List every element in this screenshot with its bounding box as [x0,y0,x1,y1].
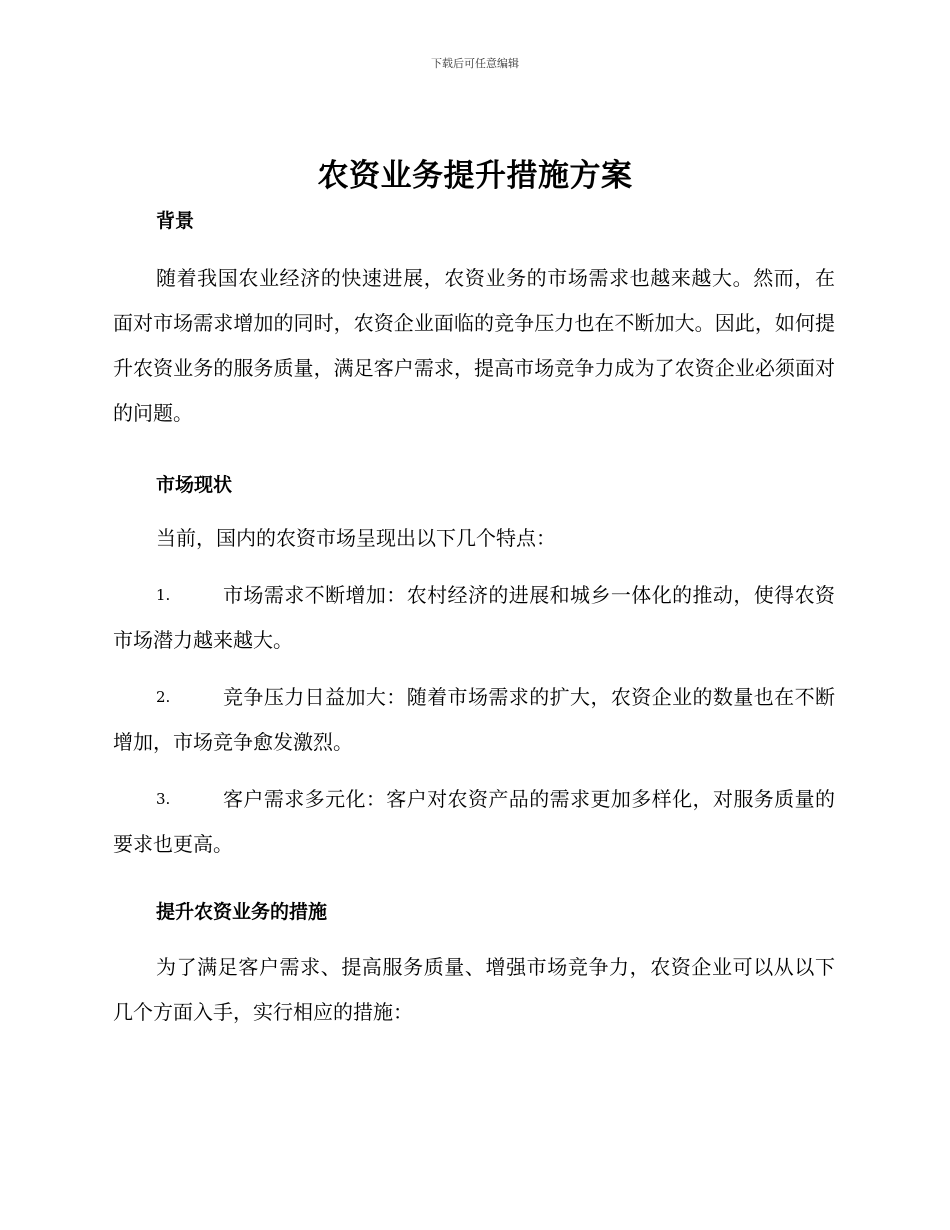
market-intro: 当前，国内的农资市场呈现出以下几个特点： [156,526,556,550]
background-paragraph: 随着我国农业经济的快速进展，农资业务的市场需求也越来越大。然而，在面对市场需求增加的同时，农资企业面临的竞争压力也在不断加大。因此，如何提升农资业务的服务质量，满足客户需求，提高市场竞争力成为了农资企业必须面对的问题。 [113,266,835,425]
section-heading-background: 背景 [156,210,195,232]
list-item [113,573,835,663]
list-item-text: 客户需求多元化：客户对农资产品的需求更加多样化，对服务质量的要求也更高。 [113,787,835,856]
list-item-text: 市场需求不断增加：农村经济的进展和城乡一体化的推动，使得农资市场潜力越来越大。 [113,583,835,652]
list-number: 2. [156,688,171,706]
section-heading-market: 市场现状 [156,474,233,496]
list-item [113,777,835,867]
document-body [113,206,835,1035]
measures-paragraph: 为了满足客户需求、提高服务质量、增强市场竞争力，农资企业可以从以下几个方面入手，实行相应的措施： [113,955,835,1024]
list-number: 3. [156,790,171,808]
list-item [113,675,835,765]
list-item-text: 竞争压力日益加大：随着市场需求的扩大，农资企业的数量也在不断增加，市场竞争愈发激烈。 [113,685,835,754]
document-title: 农资业务提升措施方案 [317,158,633,194]
header-note: 下载后可任意编辑 [431,57,519,70]
section-heading-measures: 提升农资业务的措施 [156,901,328,923]
list-number: 1. [156,586,171,604]
